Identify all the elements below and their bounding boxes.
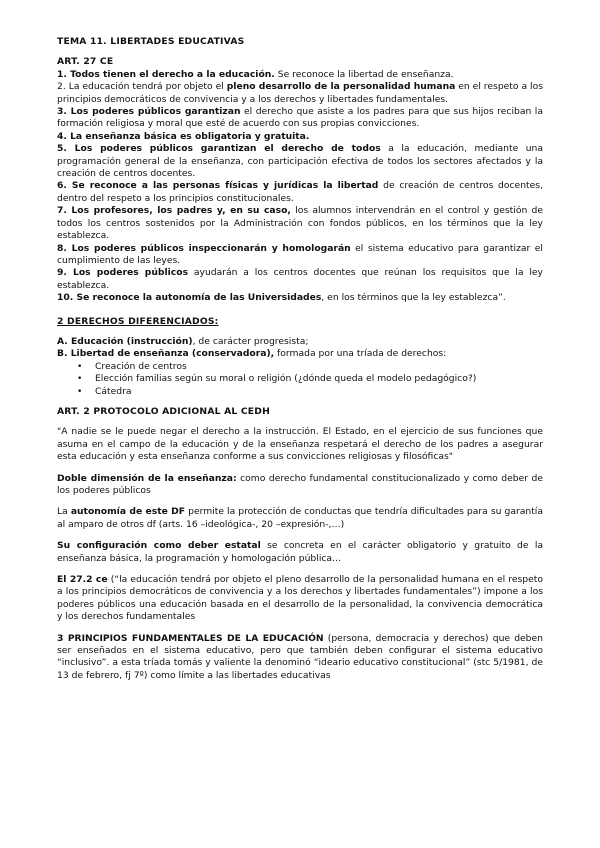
doble-dimension-paragraph: Doble dimensión de la enseñanza: como derecho fundamental constitucionalizado y como deber de los poderes públicos (57, 472, 543, 496)
art-27-2-paragraph: El 27.2 ce (“la educación tendrá por objeto el pleno desarrollo de la personalidad humana en el respeto a los principios democráticos de convivencia y a los derechos y libertades fundamentales”) impone a los poderes públicos una educación basada en el desarrollo de la personalidad, la convivencia democrática y los derechos fundamentales (57, 574, 544, 623)
art27-item-10: 10. Se reconoce la autonomía de las Universidades, en los términos que la ley establezca”. (57, 292, 506, 304)
list-item: • Creación de centros (57, 361, 543, 373)
art27-item-2: 2. La educación tendrá por objeto el pleno desarrollo de la personalidad humana en el respeto a los principios democráticos de convivencia y a los derechos y libertades fundamentales. (57, 81, 543, 105)
art27-item-9: 9. Los poderes públicos ayudarán a los centros docentes que reúnan los requisitos que la ley establezca. (57, 267, 543, 291)
art27-item-5: 5. Los poderes públicos garantizan el derecho de todos a la educación, mediante una programación general de la enseñanza, con participación efectiva de todos los sectores afectados y la creación de centros docentes. (57, 143, 544, 180)
list-item: • Elección familias según su moral o religión (¿dónde queda el modelo pedagógico?) (57, 373, 543, 385)
art27-item-6: 6. Se reconoce a las personas físicas y jurídicas la libertad de creación de centros docentes, dentro del respeto a los principios constitucionales. (57, 180, 543, 204)
art27-heading: ART. 27 CE (57, 56, 114, 68)
document-page (57, 36, 543, 682)
derechos-heading: 2 DERECHOS DIFERENCIADOS: (57, 315, 219, 327)
art27-item-8: 8. Los poderes públicos inspeccionarán y homologarán el sistema educativo para garantizar el cumplimiento de las leyes. (57, 242, 543, 266)
derecho-b: B. Libertad de enseñanza (conservadora), formada por una tríada de derechos: (57, 348, 447, 360)
autonomia-paragraph: La autonomía de este DF permite la protección de conductas que tendría dificultades para su garantía al amparo de otros df (arts. 16 –ideológica-, 20 –expresión-,…) (57, 506, 543, 530)
derecho-a: A. Educación (instrucción), de carácter progresista; (57, 335, 309, 347)
tres-principios-paragraph: 3 PRINCIPIOS FUNDAMENTALES DE LA EDUCACIÓN (persona, democracia y derechos) que deben ser enseñados en el sistema educativo, pero que también deben configurar el sistema educativo “inclusivo”. a esta tríada tomás y valiente la denominó “ideario educativo constitucional” (stc 5/1981, de 13 de febrero, fj 7º) como límite a las libertades educativas (57, 632, 543, 681)
art27-item-7: 7. Los profesores, los padres y, en su caso, los alumnos intervendrán en el control y gestión de todos los centros sostenidos por la Administración con fondos públicos, en los términos que la ley establezca. (57, 205, 543, 242)
list-item: • Cátedra (57, 386, 543, 398)
derechos-bullet-list (57, 361, 543, 398)
document-title: TEMA 11. LIBERTADES EDUCATIVAS (57, 36, 245, 47)
configuracion-paragraph: Su configuración como deber estatal se concreta en el carácter obligatorio y gratuito de la enseñanza básica, la programación y homologación pública… (57, 540, 543, 564)
art27-item-4: 4. La enseñanza básica es obligatoria y gratuita. (57, 130, 310, 142)
protocolo-heading: ART. 2 PROTOCOLO ADICIONAL AL CEDH (57, 405, 270, 417)
protocolo-quote: "A nadie se le puede negar el derecho a la instrucción. El Estado, en el ejercicio de sus funciones que asuma en el campo de la educación y de la enseñanza respetará el derecho de los padres a asegurar esta educación y esta enseñanza conforme a sus convicciones religiosas y filosóficas" (57, 426, 543, 463)
art27-item-1: 1. Todos tienen el derecho a la educación. Se reconoce la libertad de enseñanza. (57, 68, 454, 80)
art27-item-3: 3. Los poderes públicos garantizan el derecho que asiste a los padres para que sus hijos reciban la formación religiosa y moral que esté de acuerdo con sus propias convicciones. (57, 106, 543, 130)
